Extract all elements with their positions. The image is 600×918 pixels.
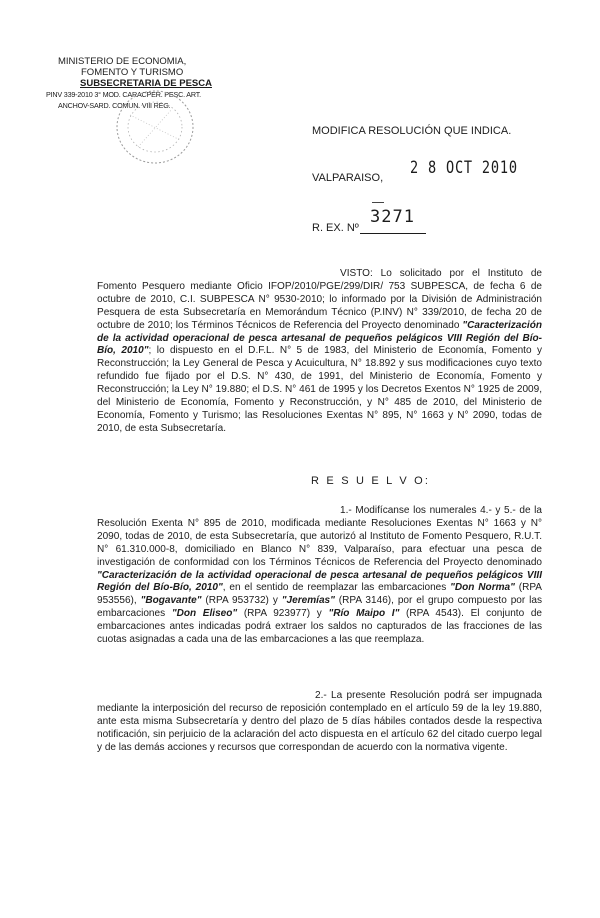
project-name: "Caracterización de la actividad operacional de pesca artesanal de pequeños pelágicos VIII Región del Bío-Bío, 2010" — [97, 319, 542, 357]
punto-1-text-1: 1.- Modifícanse los numerales 4.- y 5.- de la Resolución Exenta N° 895 de 2010, modificada mediante Resoluciones Exentas N° 1663 y N° 2090, todas de 2010, de esta Subsecretaría, que autorizó al Instituto de Fomento Pesquero, R.U.T. N° 61.310.000-8, domiciliado en Blanco N° 839, Valparaíso, para efectuar una pesca de investigación de conformidad con los Términos Técnicos de Referencia del Proyecto denominado — [97, 505, 542, 568]
resolution-number-underline — [360, 233, 426, 234]
resolution-date-stamp: 2 8 OCT 2010 — [410, 158, 518, 178]
punto-1-text-5: (RPA 3146), por el grupo compuesto por las embarcaciones — [97, 595, 542, 620]
resuelvo-heading: R E S U E L V O: — [311, 475, 431, 487]
punto-1-text-6: (RPA 923977) y — [237, 608, 329, 620]
vessel-bogavante: "Bogavante" — [140, 595, 202, 607]
header-line-fomento: FOMENTO Y TURISMO — [81, 67, 184, 78]
punto-1-text-2: , en el sentido de reemplazar las embarcaciones — [222, 582, 451, 594]
header-line-reference-2: ANCHOV-SARD. COMUN. VIII REG. — [58, 101, 171, 110]
visto-paragraph — [97, 268, 542, 436]
punto-1-text-7: (RPA 4543). El conjunto de embarcaciones antes indicadas podrá extraer los saldos no capturados de las fracciones de las cuotas asignadas a cada una de las embarcaciones a las que reemplaza. — [97, 608, 543, 646]
resolution-subject: MODIFICA RESOLUCIÓN QUE INDICA. — [312, 125, 512, 137]
office-stamp-icon — [110, 85, 200, 170]
header-line-ministry: MINISTERIO DE ECONOMIA, — [58, 56, 187, 67]
vessel-rio-maipo: "Río Maipo I" — [328, 608, 400, 620]
dash-mark — [372, 202, 384, 203]
resolution-city: VALPARAISO, — [312, 172, 384, 184]
punto-1-text-3: (RPA 953556), — [97, 582, 542, 607]
vessel-don-norma: "Don Norma" — [450, 582, 515, 594]
punto-1-section — [97, 505, 542, 647]
resolution-number-stamp: 3271 — [370, 207, 415, 227]
header-line-subsecretaria: SUBSECRETARIA DE PESCA — [80, 78, 212, 89]
header-line-reference: PINV 339-2010 3° MOD. CARACPER. PESC. ART. — [46, 90, 201, 99]
punto-1-paragraph — [97, 505, 542, 647]
visto-section — [97, 268, 542, 436]
punto-1-project-name: "Caracterización de la actividad operacional de pesca artesanal de pequeños pelágicos VIII Región del Bío-Bío, 2010" — [97, 569, 542, 594]
punto-2-section — [97, 690, 542, 755]
visto-text-b: ; lo dispuesto en el D.F.L. N° 5 de 1983, del Ministerio de Economía, Fomento y Reconstrucción; la Ley General de Pesca y Acuicultura, N° 18.892 y sus modificaciones cuyo texto refundido fue fijado por el D.S. N° 430, de 1991, del Ministerio de Economía, Fomento y Reconstrucción; la Ley N° 19.880; el D.S. N° 461 de 1995 y los Decretos Exentos N° 1925 de 2009, del Ministerio de Economía, Fomento y Reconstrucción, y N° 485 de 2010, del Ministerio de Economía, Fomento y Turismo; las Resoluciones Exentas N° 895, N° 1663 y N° 2090, todas de 2010, de esta Subsecretaría. — [97, 345, 542, 434]
punto-1-text-4: (RPA 953732) y — [201, 595, 282, 607]
vessel-jeremias: "Jeremías" — [281, 595, 335, 607]
resolution-number-label: R. EX. Nº — [312, 222, 359, 234]
visto-text-a: VISTO: Lo solicitado por el Instituto de Fomento Pesquero mediante Oficio IFOP/2010/PGE/299/DIR/ 753 SUBPESCA, de fecha 6 de octubre de 2010, C.I. SUBPESCA N° 9530-2010; lo informado por la División de Administración Pesquera de esta Subsecretaría en Memorándum Técnico (P.INV) N° 339/2010, de fecha 20 de octubre de 2010; los Términos Técnicos de Referencia del Proyecto denominado — [97, 268, 542, 331]
punto-2-paragraph: 2.- La presente Resolución podrá ser impugnada mediante la interposición del recurso de reposición contemplado en el artículo 59 de la ley 19.880, ante esta misma Subsecretaría y dentro del plazo de 5 días hábiles contados desde la respectiva notificación, sin perjuicio de la aclaración del acto dispuesta en el artículo 62 del citado cuerpo legal y de las demás acciones y recursos que correspondan de acuerdo con la normativa vigente. — [97, 690, 542, 753]
vessel-don-eliseo: "Don Eliseo" — [171, 608, 238, 620]
